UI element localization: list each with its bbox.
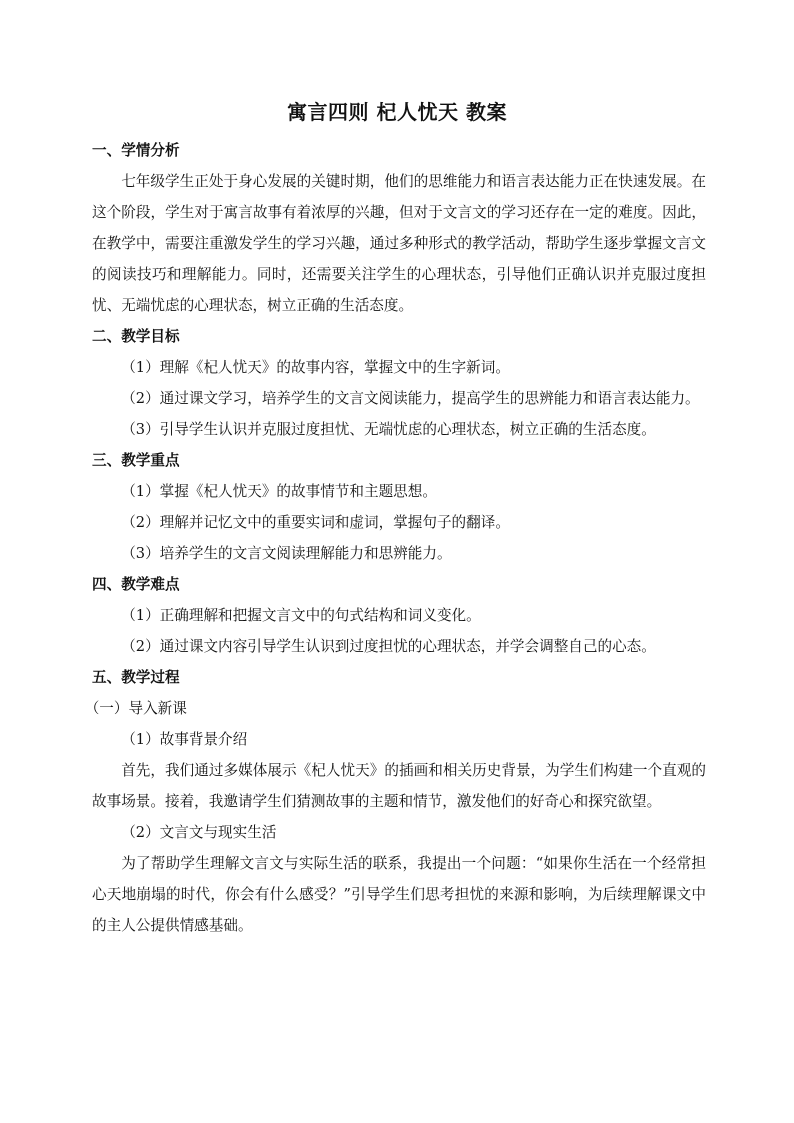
section-heading-2: 二、教学目标 bbox=[92, 328, 180, 345]
list-item: （1）故事背景介绍 bbox=[121, 731, 248, 748]
document-body bbox=[84, 135, 706, 941]
section-heading-5: 五、教学过程 bbox=[92, 669, 180, 686]
list-item: （2）通过课文内容引导学生认识到过度担忧的心理状态，并学会调整自己的心态。 bbox=[121, 638, 656, 655]
list-item: （2）理解并记忆文中的重要实词和虚词，掌握句子的翻译。 bbox=[121, 514, 510, 531]
list-item: （1）正确理解和把握文言文中的句式结构和词义变化。 bbox=[121, 607, 481, 624]
list-item: （2）通过课文学习，培养学生的文言文阅读能力，提高学生的思辨能力和语言表达能力。 bbox=[121, 390, 700, 407]
list-item: （1）理解《杞人忧天》的故事内容，掌握文中的生字新词。 bbox=[121, 359, 510, 376]
section-heading-3: 三、教学重点 bbox=[92, 452, 180, 469]
list-item: （3）培养学生的文言文阅读理解能力和思辨能力。 bbox=[121, 545, 452, 562]
subsection-heading: （一）导入新课 bbox=[84, 700, 187, 717]
body-paragraph: 首先，我们通过多媒体展示《杞人忧天》的插画和相关历史背景，为学生们构建一个直观的故事场景。接着，我邀请学生们猜测故事的主题和情节，激发他们的好奇心和探究欲望。 bbox=[92, 762, 706, 810]
list-item: （1）掌握《杞人忧天》的故事情节和主题思想。 bbox=[121, 483, 437, 500]
list-item: （3）引导学生认识并克服过度担忧、无端忧虑的心理状态，树立正确的生活态度。 bbox=[121, 421, 656, 438]
section-heading-4: 四、教学难点 bbox=[92, 576, 180, 593]
document-title: 寓言四则 杞人忧天 教案 bbox=[287, 100, 507, 124]
section-heading-1: 一、学情分析 bbox=[92, 142, 180, 159]
body-paragraph: 为了帮助学生理解文言文与实际生活的联系，我提出一个问题：“如果你生活在一个经常担心天地崩塌的时代，你会有什么感受？”引导学生们思考担忧的来源和影响，为后续理解课文中的主人公提供情感基础。 bbox=[92, 855, 706, 934]
list-item: （2）文言文与现实生活 bbox=[121, 824, 277, 841]
body-paragraph: 七年级学生正处于身心发展的关键时期，他们的思维能力和语言表达能力正在快速发展。在这个阶段，学生对于寓言故事有着浓厚的兴趣，但对于文言文的学习还存在一定的难度。因此，在教学中，需要注重激发学生的学习兴趣，通过多种形式的教学活动，帮助学生逐步掌握文言文的阅读技巧和理解能力。同时，还需要关注学生的心理状态，引导他们正确认识并克服过度担忧、无端忧虑的心理状态，树立正确的生活态度。 bbox=[92, 173, 706, 314]
